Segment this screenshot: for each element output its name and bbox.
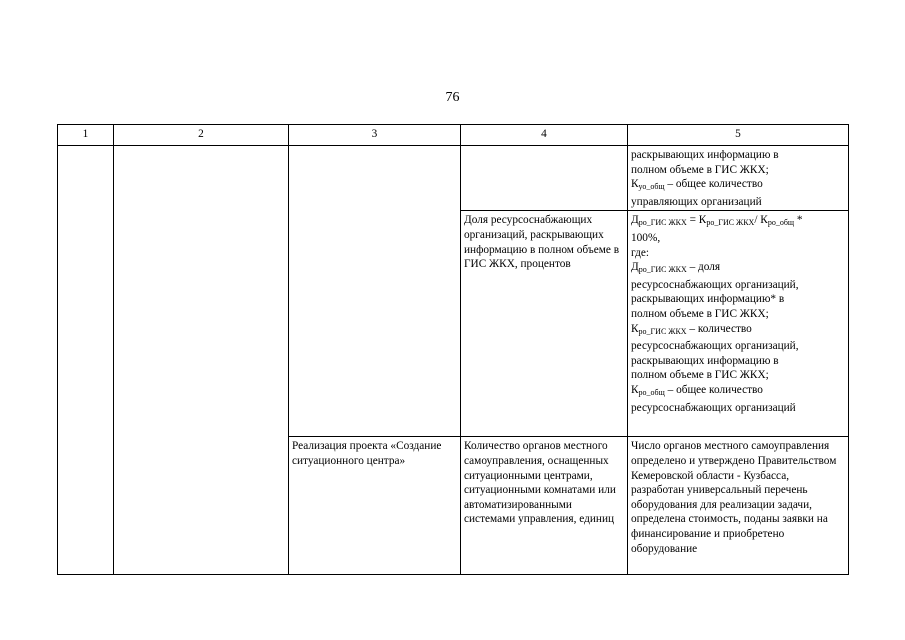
symbol: К bbox=[631, 178, 639, 191]
header-col-4: 4 bbox=[461, 125, 628, 146]
symbol-subscript: ро_ГИС ЖКХ bbox=[706, 218, 755, 228]
symbol-subscript: ро_ГИС ЖКХ bbox=[638, 218, 687, 228]
header-col-2: 2 bbox=[114, 125, 289, 146]
text-line: ресурсоснабжающих организаций, bbox=[631, 278, 799, 291]
text-line: полном объеме в ГИС ЖКХ; bbox=[631, 369, 769, 382]
definition-text: – количество bbox=[686, 322, 752, 335]
indicator-name-cell: Доля ресурсоснабжающих организаций, раскрывающих информацию в полном объеме в ГИС ЖКХ, процентов bbox=[461, 211, 628, 437]
indicator-name-cell: Количество органов местного самоуправления, оснащенных ситуационными центрами, ситуационными комнатами или автоматизированными системами управления, единиц bbox=[461, 437, 628, 575]
formula-part: / К bbox=[754, 214, 768, 227]
cell-col-2 bbox=[114, 146, 289, 575]
formula-line bbox=[631, 213, 844, 231]
text-line: раскрывающих информацию в bbox=[631, 149, 779, 161]
report-table bbox=[57, 124, 849, 575]
project-name-cell: Реализация проекта «Создание ситуационного центра» bbox=[289, 437, 461, 575]
symbol-subscript: ро_общ bbox=[767, 218, 795, 228]
text-line: управляющих организаций bbox=[631, 195, 762, 208]
text-line: ресурсоснабжающих организаций, bbox=[631, 340, 799, 353]
symbol: К bbox=[631, 383, 639, 396]
symbol-subscript: ро_ГИС ЖКХ bbox=[638, 326, 687, 336]
cell-col-5-continuation bbox=[628, 146, 849, 211]
cell-col-4-empty bbox=[461, 146, 628, 211]
symbol-subscript: ро_ГИС ЖКХ bbox=[638, 265, 687, 275]
text-line: где: bbox=[631, 246, 649, 259]
cell-col-1 bbox=[58, 146, 114, 575]
header-row bbox=[58, 125, 849, 146]
description-cell: Число органов местного самоуправления определено и утверждено Правительством Кемеровской области - Кузбасса, разработан универсальный перечень оборудования для реализации задачи, определена стоимость, поданы заявки на финансирование и приобретено оборудование bbox=[628, 437, 849, 575]
definition-line bbox=[631, 322, 844, 340]
text-line: ресурсоснабжающих организаций bbox=[631, 401, 796, 414]
symbol: Д bbox=[631, 261, 639, 274]
symbol: Д bbox=[631, 214, 639, 227]
definition-line bbox=[631, 260, 844, 278]
definition-line bbox=[631, 383, 844, 401]
table-row bbox=[58, 146, 849, 211]
text-line: раскрывающих информацию* в bbox=[631, 293, 785, 306]
definition-line bbox=[631, 177, 844, 195]
formula-part: * bbox=[794, 214, 803, 227]
text-line: полном объеме в ГИС ЖКХ; bbox=[631, 163, 769, 176]
header-col-1: 1 bbox=[58, 125, 114, 146]
text-line: полном объеме в ГИС ЖКХ; bbox=[631, 307, 769, 320]
header-col-3: 3 bbox=[289, 125, 461, 146]
text-line: раскрывающих информацию в bbox=[631, 354, 779, 367]
text-line: 100%, bbox=[631, 231, 661, 244]
formula-part: = К bbox=[686, 214, 707, 227]
definition-text: – доля bbox=[686, 261, 721, 274]
definition-text: – общее количество bbox=[664, 383, 763, 396]
symbol-subscript: уо_общ bbox=[638, 182, 665, 192]
definition-text: – общее количество bbox=[664, 178, 763, 191]
cell-col-3-empty bbox=[289, 146, 461, 437]
header-col-5: 5 bbox=[628, 125, 849, 146]
symbol-subscript: ро_общ bbox=[638, 387, 665, 397]
formula-cell bbox=[628, 211, 849, 437]
symbol: К bbox=[631, 322, 639, 335]
page-number: 76 bbox=[445, 90, 460, 105]
